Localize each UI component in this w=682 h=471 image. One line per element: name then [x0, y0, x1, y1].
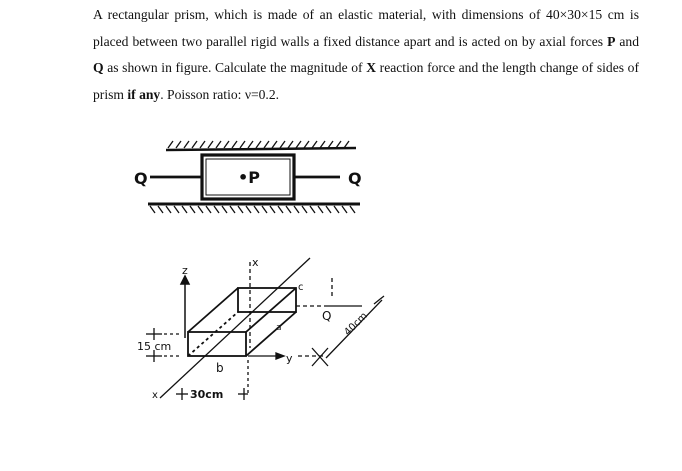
figure-top-svg	[128, 130, 378, 222]
left-q-label: Q	[134, 169, 148, 188]
figure-isometric	[130, 248, 390, 408]
problem-text-part-5: . Poisson ratio: ν=0.2.	[160, 86, 280, 102]
problem-text-part-4: reaction force and the length change of sides of prism	[93, 60, 639, 102]
center-p-label: •P	[238, 168, 260, 187]
axis-x-top-label: x	[252, 256, 259, 269]
figure-iso-svg	[130, 248, 390, 408]
force-q-label: Q	[93, 60, 104, 75]
axis-z	[181, 276, 189, 338]
label-c: c	[298, 282, 304, 293]
dimension-length-label: 40cm	[342, 310, 370, 339]
force-q-label-iso: Q	[322, 309, 332, 323]
bottom-wall	[148, 204, 360, 213]
axis-x-bottom-label: x	[152, 390, 158, 401]
axis-y-label: y	[286, 352, 293, 365]
dimension-height-label: 15 cm	[137, 340, 172, 353]
axis-z-label: z	[182, 264, 188, 277]
if-any-emphasis: if any	[127, 86, 161, 102]
reaction-x-label: X	[366, 60, 377, 75]
top-wall	[166, 141, 356, 150]
axis-diagonal	[160, 258, 310, 398]
label-b: b	[216, 361, 224, 375]
problem-statement	[93, 2, 639, 108]
figure-top-view	[128, 130, 378, 222]
dimension-width-label: 30cm	[190, 388, 224, 401]
problem-text-part-1: A rectangular prism, which is made of an elastic material, with dimensions of 40×30×15 cm is placed between two parallel rigid walls a fixed distance apart and is acted on by axial forces	[93, 7, 639, 49]
label-a: a	[276, 323, 282, 333]
force-p-label: P	[607, 33, 616, 49]
right-q-label: Q	[348, 169, 362, 188]
problem-text-part-2: and	[615, 33, 639, 49]
problem-text-part-3: as shown in figure. Calculate the magnitude of	[103, 60, 367, 75]
force-q-arrow	[296, 278, 362, 306]
